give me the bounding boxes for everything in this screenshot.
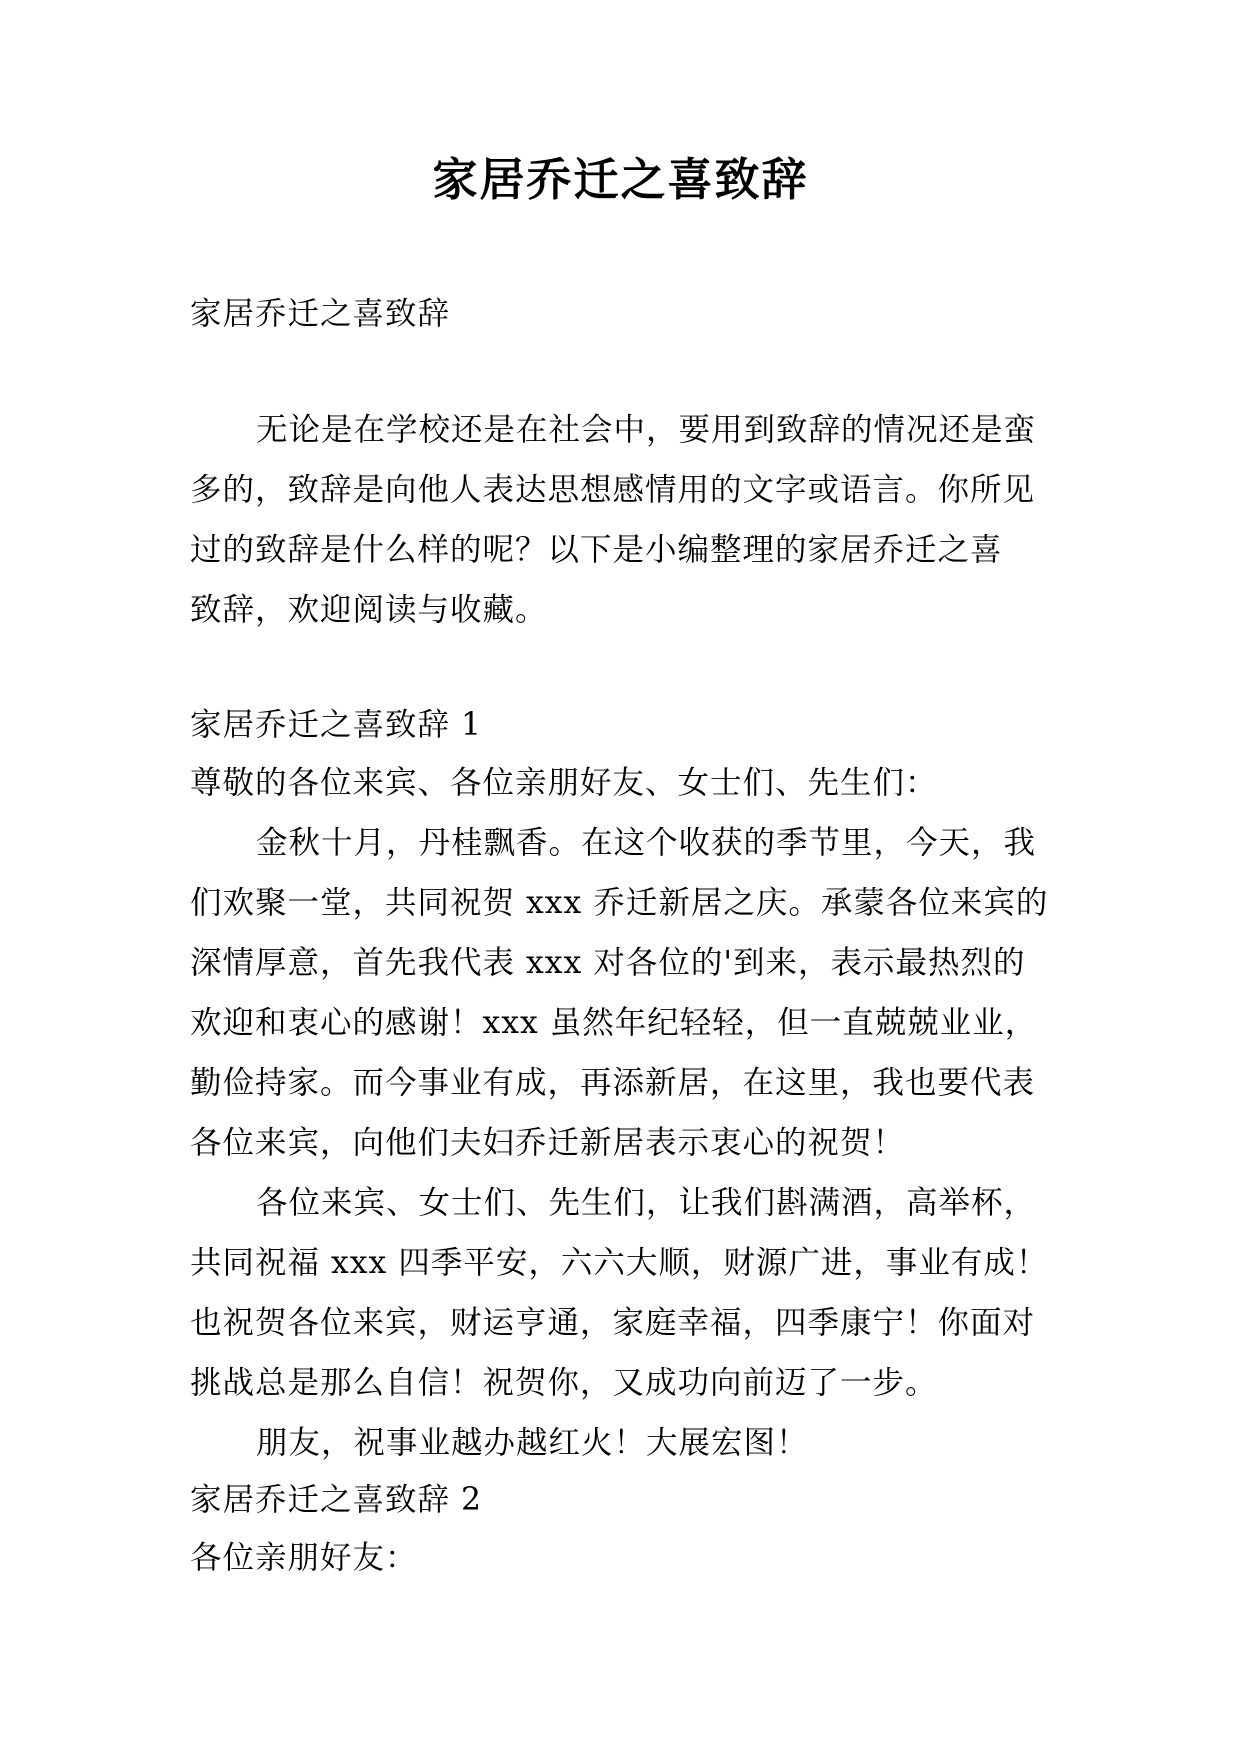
section1-heading: 家居乔迁之喜致辞 1 xyxy=(190,707,483,743)
section1-para2-line-1: 各位来宾、女士们、先生们，让我们斟满酒，高举杯， xyxy=(256,1185,1037,1221)
section1-para1-line-4: 欢迎和衷心的感谢！xxx 虽然年纪轻轻，但一直兢兢业业， xyxy=(190,1005,1038,1041)
section1-para1-line-5: 勤俭持家。而今事业有成，再添新居，在这里，我也要代表 xyxy=(190,1065,1036,1101)
section1-para2-line-4: 挑战总是那么自信！祝贺你，又成功向前迈了一步。 xyxy=(190,1365,938,1401)
document-subtitle: 家居乔迁之喜致辞 xyxy=(190,296,451,332)
section1-para1-line-1: 金秋十月，丹桂飘香。在这个收获的季节里，今天，我 xyxy=(256,825,1037,861)
intro-line-3: 过的致辞是什么样的呢？以下是小编整理的家居乔迁之喜 xyxy=(190,532,1003,568)
document-title: 家居乔迁之喜致辞 xyxy=(432,153,809,206)
section1-para2-line-3: 也祝贺各位来宾，财运亨通，家庭幸福，四季康宁！你面对 xyxy=(190,1305,1036,1341)
section1-para2-line-2: 共同祝福 xxx 四季平安，六六大顺，财源广进，事业有成！ xyxy=(190,1245,1049,1281)
intro-line-1: 无论是在学校还是在社会中，要用到致辞的情况还是蛮 xyxy=(256,412,1037,448)
intro-line-4: 致辞，欢迎阅读与收藏。 xyxy=(190,592,548,628)
intro-line-2: 多的，致辞是向他人表达思想感情用的文字或语言。你所见 xyxy=(190,472,1036,508)
section1-para1-line-3: 深情厚意，首先我代表 xxx 对各位的'到来，表示最热烈的 xyxy=(190,945,1026,981)
section1-para1-line-2: 们欢聚一堂，共同祝贺 xxx 乔迁新居之庆。承蒙各位来宾的 xyxy=(190,885,1049,921)
section1-para3: 朋友，祝事业越办越红火！大展宏图！ xyxy=(256,1425,809,1461)
section1-salutation: 尊敬的各位来宾、各位亲朋好友、女士们、先生们： xyxy=(190,765,938,801)
section2-heading: 家居乔迁之喜致辞 2 xyxy=(190,1482,483,1518)
section1-para1-line-6: 各位来宾，向他们夫妇乔迁新居表示衷心的祝贺！ xyxy=(190,1125,906,1161)
section2-salutation: 各位亲朋好友： xyxy=(190,1540,418,1576)
